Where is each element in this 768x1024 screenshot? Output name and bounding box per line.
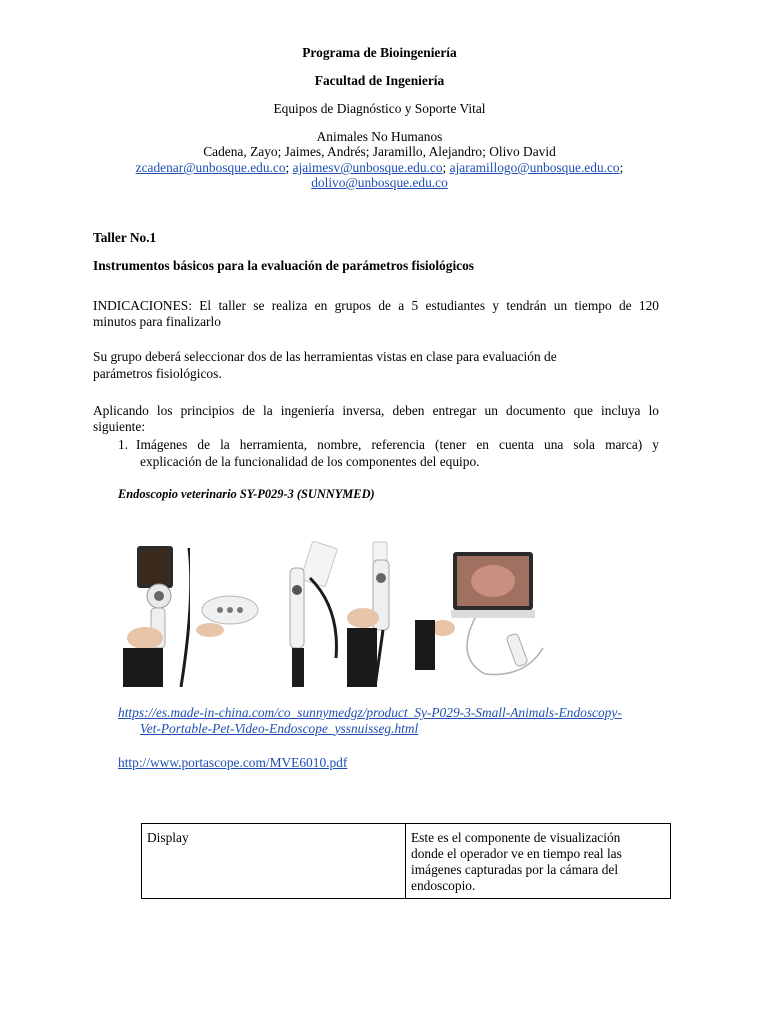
portascope-link[interactable]: http://www.portascope.com/MVE6010.pdf	[118, 755, 348, 770]
apply-text: Aplicando los principios de la ingeniería inversa, deben entregar un documento que incluya lo	[93, 403, 659, 418]
product-link[interactable]: https://es.made-in-china.com/co_sunnymedgz/product_Sy-P029-3-Small-Animals-Endoscopy-	[118, 705, 622, 720]
description-line: endoscopio.	[411, 878, 476, 893]
component-name: Display	[147, 830, 189, 845]
list-item-text-cont: explicación de la funcionalidad de los componentes del equipo.	[140, 454, 480, 469]
component-description-cell	[406, 824, 671, 899]
product-link-cont[interactable]: Vet-Portable-Pet-Video-Endoscope_yssnuisseg.html	[140, 721, 419, 736]
email-link[interactable]: dolivo@unbosque.edu.co	[311, 175, 448, 190]
component-name-cell	[142, 824, 406, 899]
endoscope-photo-3	[270, 538, 344, 687]
table-row	[142, 824, 671, 899]
email-link[interactable]: ajaimesv@unbosque.edu.co	[292, 160, 443, 175]
group-text-cont: parámetros fisiológicos.	[93, 366, 222, 381]
course-title: Equipos de Diagnóstico y Soporte Vital	[273, 101, 486, 116]
product-caption: Endoscopio veterinario SY-P029-3 (SUNNYMED)	[118, 487, 375, 501]
apply-text-cont: siguiente:	[93, 419, 146, 434]
emails-line-2	[93, 175, 666, 191]
email-link[interactable]: ajaramillogo@unbosque.edu.co	[449, 160, 620, 175]
email-link[interactable]: zcadenar@unbosque.edu.co	[135, 160, 286, 175]
endoscope-photo-5	[415, 538, 569, 687]
components-table	[141, 823, 671, 899]
authors-line: Cadena, Zayo; Jaimes, Andrés; Jaramillo, Alejandro; Olivo David	[203, 144, 556, 159]
description-line: Este es el componente de visualización	[411, 830, 621, 845]
list-number: 1.	[118, 437, 129, 452]
group-text: Su grupo deberá seleccionar dos de las herramientas vistas en clase para evaluación de	[93, 349, 557, 364]
indications-text: INDICACIONES: El taller se realiza en grupos de a 5 estudiantes y tendrán un tiempo de 120	[93, 298, 659, 313]
description-line: imágenes capturadas por la cámara del	[411, 862, 619, 877]
indications-text-cont: minutos para finalizarlo	[93, 314, 221, 329]
faculty-title: Facultad de Ingeniería	[314, 73, 445, 88]
description-line: donde el operador ve en tiempo real las	[411, 846, 622, 861]
emails-line: zcadenar@unbosque.edu.co; ajaimesv@unbosque.edu.co; ajaramillogo@unbosque.edu.co;	[135, 160, 624, 175]
workshop-subtitle: Instrumentos básicos para la evaluación de parámetros fisiológicos	[93, 258, 475, 273]
endoscope-photo-4	[347, 538, 413, 687]
workshop-title: Taller No.1	[93, 230, 157, 245]
endoscope-photo-2	[190, 538, 264, 687]
program-title: Programa de Bioingeniería	[302, 45, 457, 60]
list-item-text: Imágenes de la herramienta, nombre, referencia (tener en cuenta una sola marca) y	[136, 437, 659, 452]
topic-title: Animales No Humanos	[316, 129, 443, 144]
